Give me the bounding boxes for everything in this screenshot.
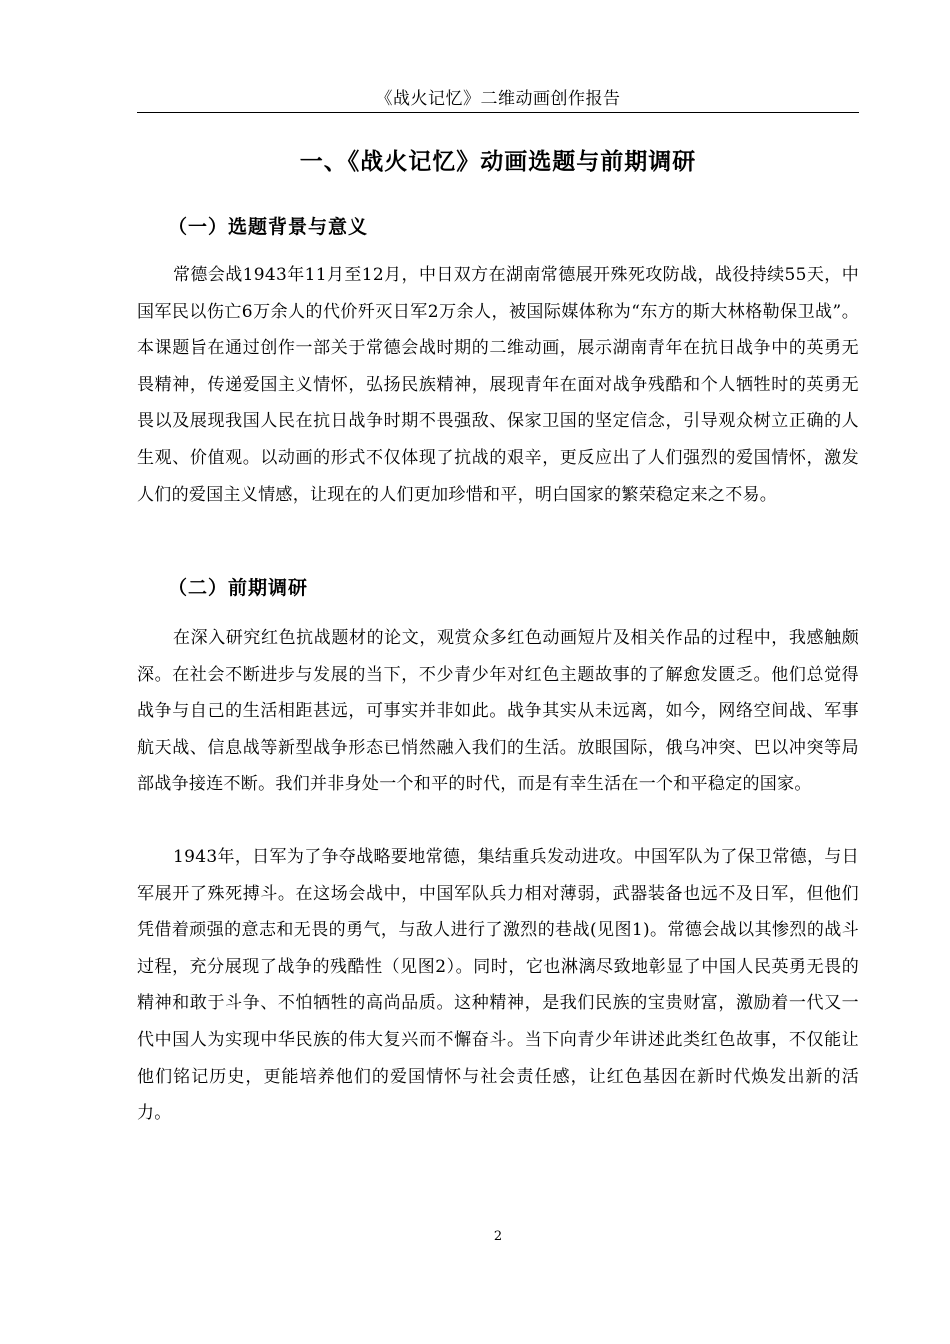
paragraph-research-2: 1943年，日军为了争夺战略要地常德，集结重兵发动进攻。中国军队为了保卫常德，与日军展开了殊死搏斗。在这场会战中，中国军队兵力相对薄弱，武器装备也远不及日军，但他们凭借着顽强的意志和无畏的勇气，与敌人进行了激烈的巷战(见图1)。常德会战以其惨烈的战斗过程，充分展现了战争的残酷性（见图2）。同时，它也淋漓尽致地彰显了中国人民英勇无畏的精神和敢于斗争、不怕牺牲的高尚品质。这种精神，是我们民族的宝贵财富，激励着一代又一代中国人为实现中华民族的伟大复兴而不懈奋斗。当下向青少年讲述此类红色故事，不仅能让他们铭记历史，更能培养他们的爱国情怀与社会责任感，让红色基因在新时代焕发出新的活力。	[137, 847, 859, 1124]
header-divider	[137, 112, 859, 113]
page-number: 2	[493, 1229, 503, 1244]
section-heading-background: （一）选题背景与意义	[168, 216, 369, 238]
running-header: 《战火记忆》二维动画创作报告	[375, 89, 621, 109]
paragraph-background: 常德会战1943年11月至12月，中日双方在湖南常德展开殊死攻防战，战役持续55天，中国军民以伤亡6万余人的代价歼灭日军2万余人，被国际媒体称为“东方的斯大林格勒保卫战”。本课题旨在通过创作一部关于常德会战时期的二维动画，展示湖南青年在抗日战争中的英勇无畏精神，传递爱国主义情怀，弘扬民族精神，展现青年在面对战争残酷和个人牺牲时的英勇无畏以及展现我国人民在抗日战争时期不畏强敌、保家卫国的坚定信念，引导观众树立正确的人生观、价值观。以动画的形式不仅体现了抗战的艰辛，更反应出了人们强烈的爱国情怀，激发人们的爱国主义情感，让现在的人们更加珍惜和平，明白国家的繁荣稳定来之不易。	[137, 265, 859, 505]
chapter-title: 一、《战火记忆》动画选题与前期调研	[299, 149, 697, 175]
section-heading-research: （二）前期调研	[168, 577, 309, 599]
paragraph-research-1: 在深入研究红色抗战题材的论文，观赏众多红色动画短片及相关作品的过程中，我感触颇深。在社会不断进步与发展的当下，不少青少年对红色主题故事的了解愈发匮乏。他们总觉得战争与自己的生活相距甚远，可事实并非如此。战争其实从未远离，如今，网络空间战、军事航天战、信息战等新型战争形态已悄然融入我们的生活。放眼国际，俄乌冲突、巴以冲突等局部战争接连不断。我们并非身处一个和平的时代，而是有幸生活在一个和平稳定的国家。	[137, 628, 859, 795]
